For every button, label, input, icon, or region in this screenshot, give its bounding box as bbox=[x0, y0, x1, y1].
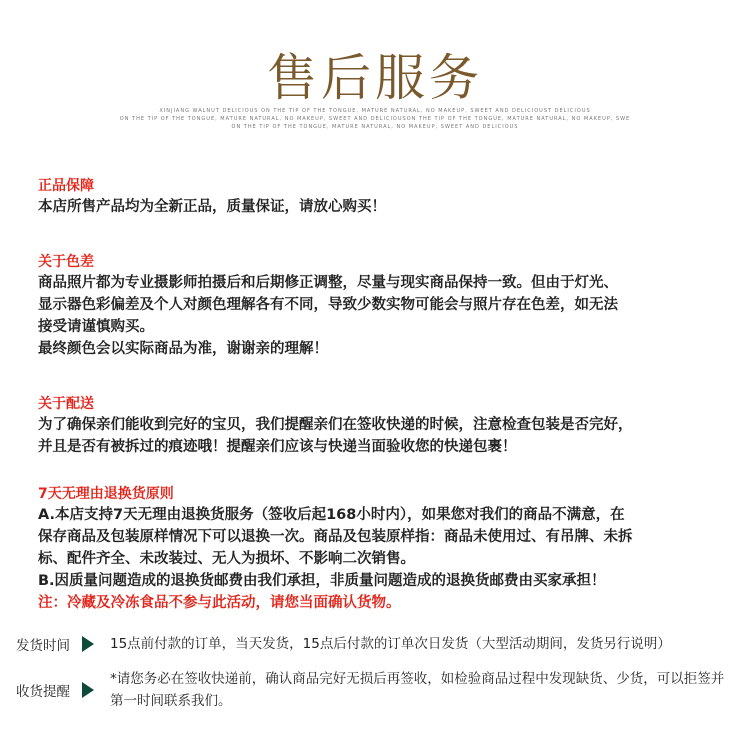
section-heading: 7天无理由退换货原则 bbox=[38, 486, 174, 502]
section-returns bbox=[38, 484, 728, 614]
section-line: 标、配件齐全、未改装过、无人为损坏、不影响二次销售。 bbox=[38, 551, 415, 567]
shipping-text: *请您务必在签收快递前，确认商品完好无损后再签收，如检验商品过程中发现缺货、少货，可以拒签并第一时间联系我们。 bbox=[110, 671, 725, 709]
shipping-label: 收货提醒 bbox=[16, 684, 70, 700]
section-heading: 关于配送 bbox=[38, 396, 94, 412]
section-line: 并且是否有被拆过的痕迹哦！提醒亲们应该与快递当面验收您的快递包裹！ bbox=[38, 439, 517, 455]
shipping-label: 发货时间 bbox=[16, 638, 70, 654]
section-line: 接受请谨慎购买。 bbox=[38, 319, 154, 335]
section-line: 为了确保亲们能收到完好的宝贝，我们提醒亲们在签收快递的时候，注意检查包装是否完好， bbox=[38, 417, 633, 433]
section-line: 本店所售产品均为全新正品，质量保证，请放心购买！ bbox=[38, 199, 386, 215]
shipping-time-row bbox=[16, 633, 736, 655]
section-genuine bbox=[38, 176, 728, 218]
subtitle-line: XINJIANG WALNUT DELICIOUS ON THE TIP OF THE TONGUE, MATURE NATURAL, NO MAKEUP, SWEET AND DELICIOUST DELICIOUS bbox=[159, 108, 591, 114]
section-heading: 关于色差 bbox=[38, 254, 94, 270]
triangle-right-icon bbox=[82, 636, 94, 652]
section-line: 显示器色彩偏差及个人对颜色理解各有不同，导致少数实物可能会与照片存在色差，如无法 bbox=[38, 297, 618, 313]
section-line: 最终颜色会以实际商品为准，谢谢亲的理解！ bbox=[38, 341, 328, 357]
section-line: B.因质量问题造成的退换货邮费由我们承担，非质量问题造成的退换货邮费由买家承担！ bbox=[38, 573, 606, 589]
section-delivery bbox=[38, 394, 728, 458]
section-heading: 正品保障 bbox=[38, 178, 94, 194]
subtitle-line: ON THE TIP OF THE TONGUE, MATURE NATURAL, NO MAKEUP, SWEET AND DELICIOUS bbox=[231, 124, 519, 130]
shipping-text: 15点前付款的订单，当天发货，15点后付款的订单次日发货（大型活动期间，发货另行说明） bbox=[110, 636, 671, 652]
section-line: 商品照片都为专业摄影师拍摄后和后期修正调整，尽量与现实商品保持一致。但由于灯光、 bbox=[38, 275, 618, 291]
triangle-right-icon bbox=[82, 682, 94, 698]
page-title: 售后服务 bbox=[267, 49, 483, 107]
section-line: 保存商品及包装原样情况下可以退换一次。商品及包装原样指：商品未使用过、有吊牌、未拆 bbox=[38, 529, 633, 545]
subtitle-line: ON THE TIP OF THE TONGUE, MATURE NATURAL, NO MAKEUP, SWEET AND DELICIOUSON THE TIP OF THE TONGUE, MATURE NATURAL, NO MAKEUP, SWE bbox=[119, 116, 631, 122]
receipt-reminder-row bbox=[16, 668, 736, 712]
section-note: 注：冷藏及冷冻食品不参与此活动，请您当面确认货物。 bbox=[38, 595, 401, 611]
section-line: A.本店支持7天无理由退换货服务（签收后起168小时内），如果您对我们的商品不满意，在 bbox=[38, 507, 625, 523]
section-color-difference bbox=[38, 252, 728, 360]
